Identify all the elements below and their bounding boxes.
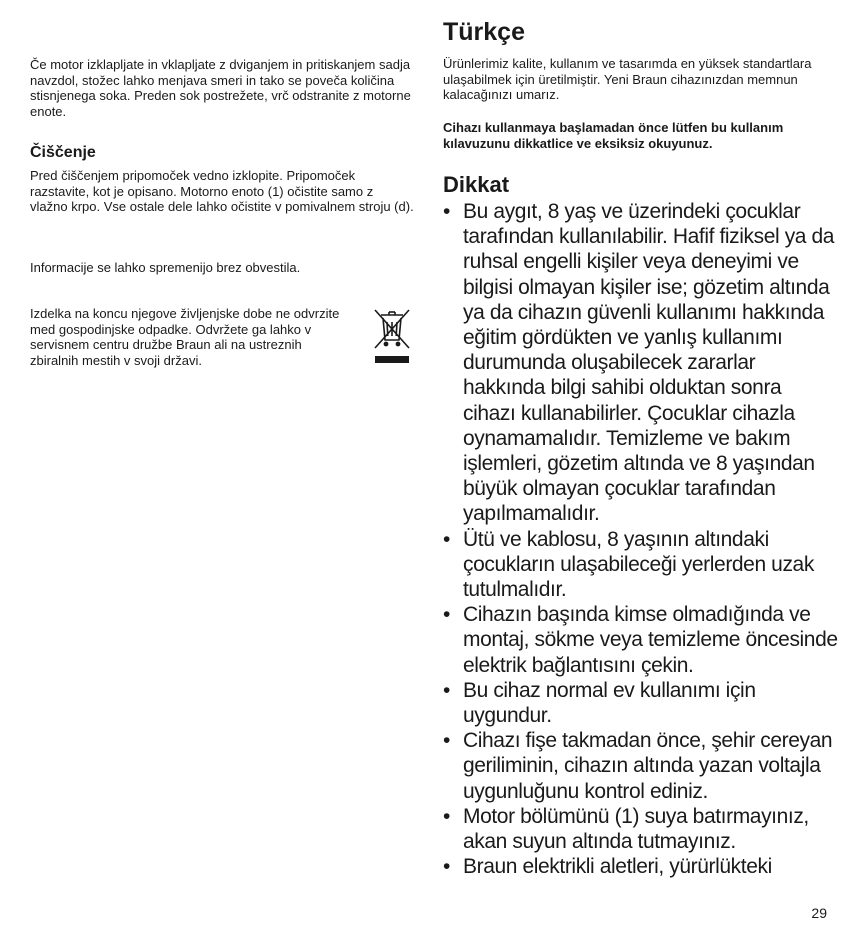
list-item: • Cihazın başında kimse olmadığında ve montaj, sökme veya temizleme öncesinde elektrik bağlantısını çekin.	[443, 602, 838, 678]
cleaning-section	[30, 144, 414, 215]
list-item: • Cihazı fişe takmadan önce, şehir cereyan geriliminin, cihazın altında yazan voltajla uygunluğunu kontrol ediniz.	[443, 728, 838, 804]
caution-heading: Dikkat	[443, 172, 510, 197]
page-number: 29	[811, 905, 827, 921]
list-item: • Motor bölümünü (1) suya batırmayınız, akan suyun altında tutmayınız.	[443, 804, 838, 854]
intro-paragraph-tr: Ürünlerimiz kalite, kullanım ve tasarımda en yüksek standartlara ulaşabilmek için üretilmiştir. Yeni Braun cihazınızdan memnun kalacağınızı umarız.	[443, 56, 812, 102]
crossed-out-wheelie-bin-icon	[371, 306, 413, 364]
list-item: • Braun elektrikli aletleri, yürürlükteki	[443, 854, 838, 879]
list-item: • Bu aygıt, 8 yaş ve üzerindeki çocuklar tarafından kullanılabilir. Hafif fiziksel ya da ruhsal engelli kişiler veya deneyimi ve bilgisi olmayan kişiler ise; gözetim altında ya da cihazın güvenli kullanımı hakkında eğitim gördükten ve yanlış kullanımı durumunda oluşabilecek zararlar hakkında bilgi sahibi olduktan sonra cihazı kullanabilirler. Çocuklar cihazla oynamamalıdır. Temizleme ve bakım işlemleri, gözetim altında ve 8 yaşından büyük olmayan çocuklar tarafından yapılmamalıdır.	[443, 199, 838, 527]
intro-paragraph-sl: Če motor izklapljate in vklapljate z dviganjem in pritiskanjem sadja navzdol, stožec lahko menjava smeri in tako se poveča količina stisnjenega soka. Preden sok postrežete, vrč odstranite z motorne enote.	[30, 57, 411, 119]
read-manual-warning: Cihazı kullanmaya başlamadan önce lütfen bu kullanım kılavuzunu dikkatlice ve eksiksiz okuyunuz.	[443, 120, 784, 151]
cleaning-heading: Čiščenje	[30, 144, 96, 161]
caution-list	[443, 199, 838, 879]
notice-paragraph: Informacije se lahko spremenijo brez obvestila.	[30, 260, 301, 275]
language-title: Türkçe	[443, 18, 525, 46]
disposal-paragraph: Izdelka na koncu njegove življenjske dobe ne odvrzite med gospodinjske odpadke. Odvržete ga lahko v servisnem centru družbe Braun ali na ustreznih zbiralnih mestih v svoji državi.	[30, 306, 340, 368]
list-item: • Bu cihaz normal ev kullanımı için uygundur.	[443, 678, 838, 728]
list-item: • Ütü ve kablosu, 8 yaşının altındaki çocukların ulaşabileceği yerlerden uzak tutulmalıdır.	[443, 527, 838, 603]
cleaning-paragraph: Pred čiščenjem pripomoček vedno izklopite. Pripomoček razstavite, kot je opisano. Motorno enoto (1) očistite samo z vlažno krpo. Vse ostale dele lahko očistite v pomivalnem stroju (d).	[30, 168, 414, 214]
